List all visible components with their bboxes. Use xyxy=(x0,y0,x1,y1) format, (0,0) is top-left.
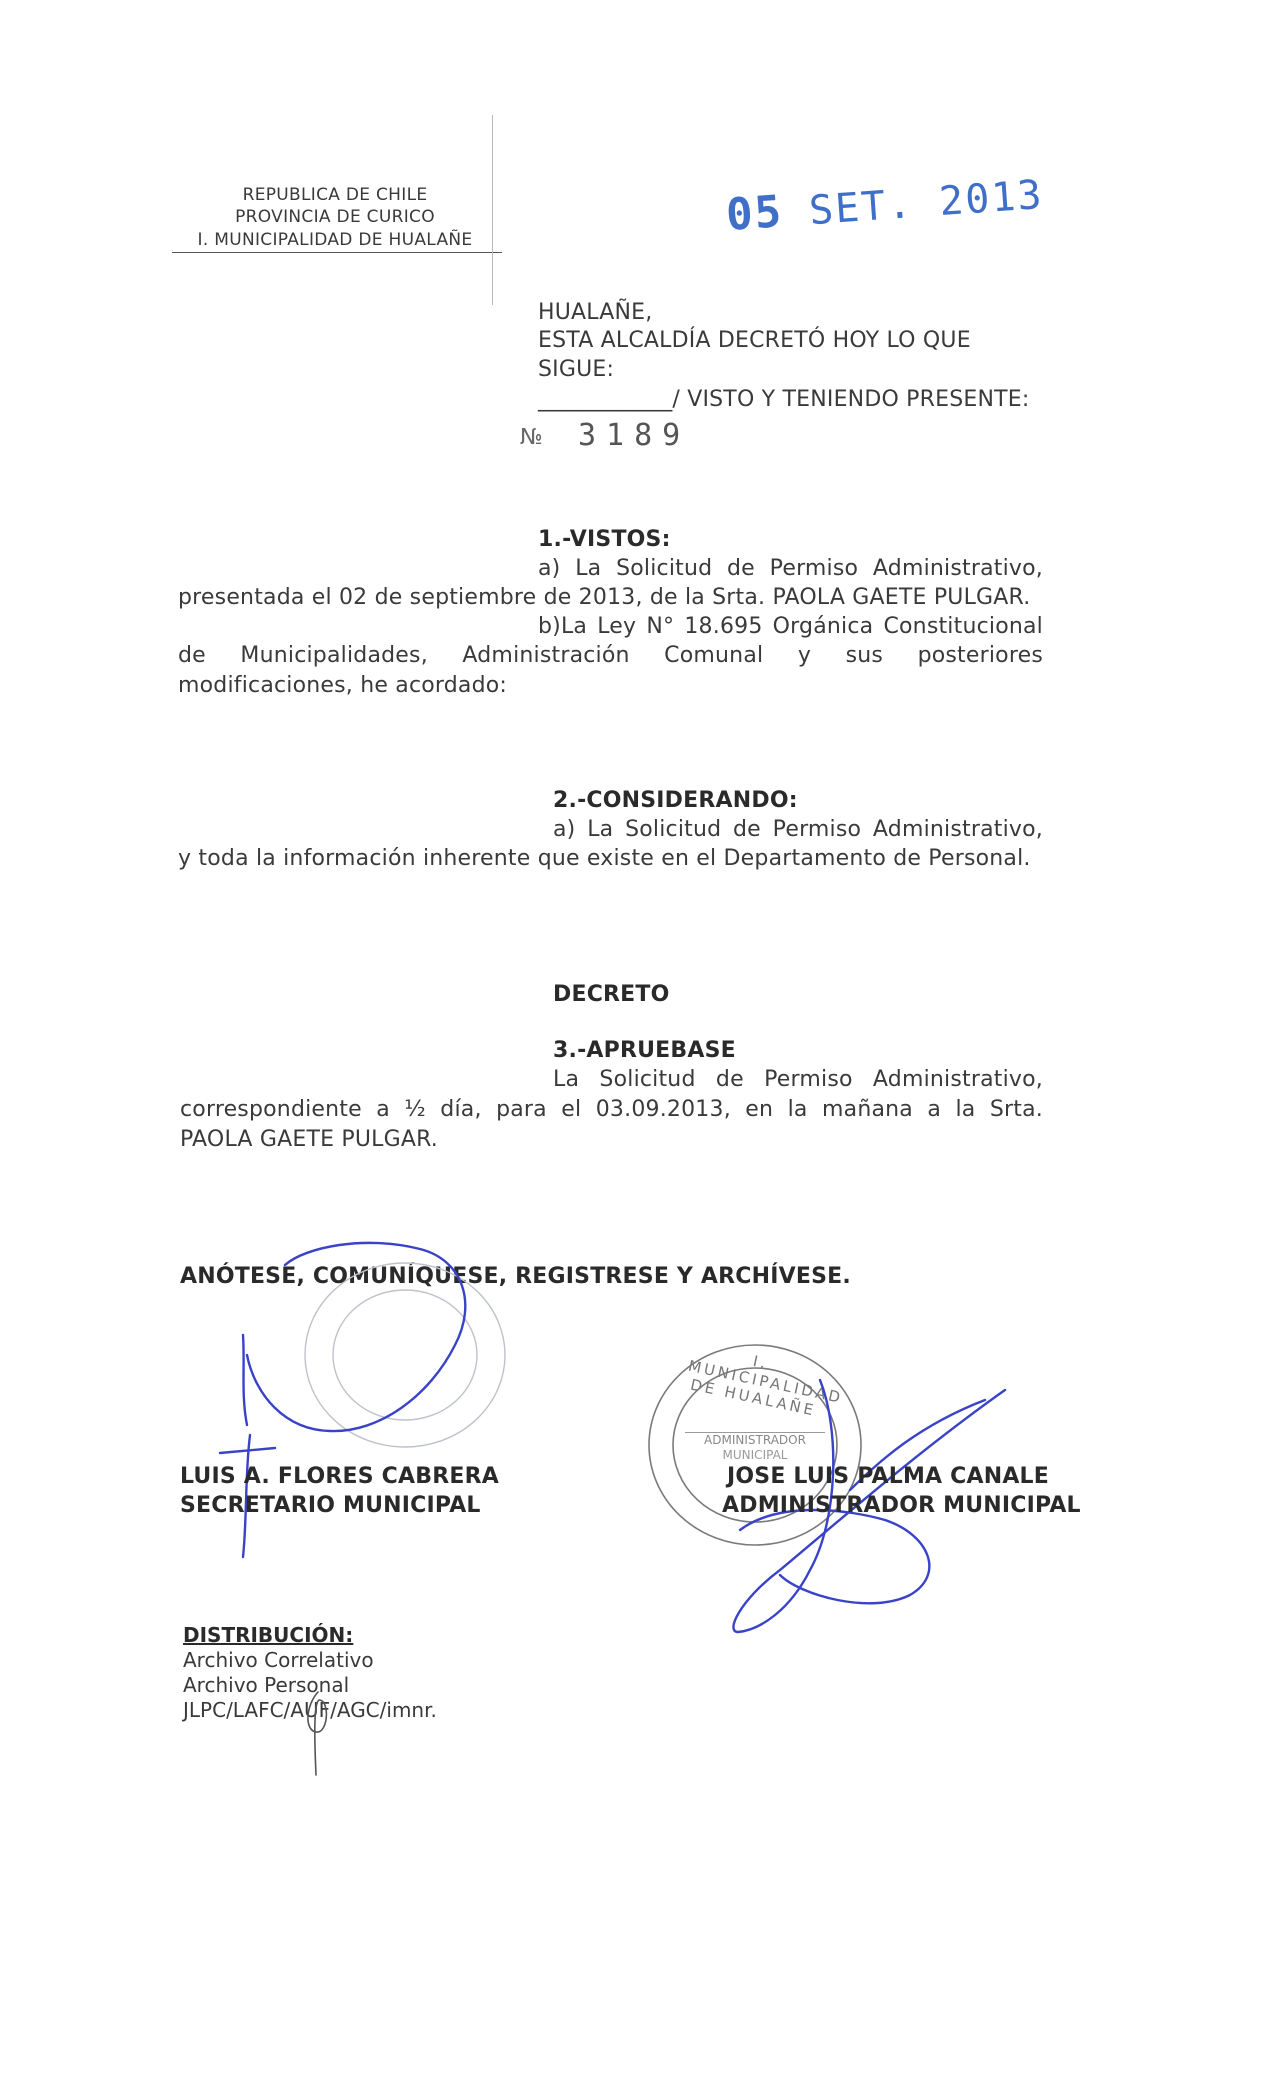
intro-line2: SIGUE: xyxy=(538,357,615,382)
decreto-first: La Solicitud de Permiso Administrativo, xyxy=(553,1067,1043,1092)
visto-line: ____________/ VISTO Y TENIENDO PRESENTE: xyxy=(538,387,1030,412)
initials-mark xyxy=(300,1690,340,1780)
date-stamp-day: 05 xyxy=(724,186,785,241)
vistos-a-first: a) La Solicitud de Permiso Administrativo, xyxy=(538,556,1043,581)
right-signer-title: ADMINISTRADOR MUNICIPAL xyxy=(722,1493,1081,1518)
decreto-last: PAOLA GAETE PULGAR. xyxy=(180,1127,438,1152)
considerando-a-first: a) La Solicitud de Permiso Administrativo, xyxy=(553,817,1043,842)
closing-formula: ANÓTESE, COMUNÍQUESE, REGISTRESE Y ARCHÍVESE. xyxy=(180,1264,851,1289)
vistos-b-first: b)La Ley N° 18.695 Orgánica Constitucional xyxy=(538,614,1043,639)
apruebase-heading: 3.-APRUEBASE xyxy=(553,1038,736,1063)
place: HUALAÑE, xyxy=(538,300,653,325)
vistos-b-mid: de Municipalidades, Administración Comunal y sus posteriores xyxy=(178,643,1043,668)
decreto-heading: DECRETO xyxy=(553,982,670,1007)
decreto-mid: correspondiente a ½ día, para el 03.09.2013, en la mañana a la Srta. xyxy=(180,1097,1043,1122)
date-stamp xyxy=(724,168,1045,241)
vistos-a-rest: presentada el 02 de septiembre de 2013, de la Srta. PAOLA GAETE PULGAR. xyxy=(178,585,1031,610)
distribution-item: Archivo Personal xyxy=(183,1673,350,1697)
header-republic: REPUBLICA DE CHILE xyxy=(242,185,428,205)
header-province: PROVINCIA DE CURICO xyxy=(235,207,435,227)
left-signer-title: SECRETARIO MUNICIPAL xyxy=(180,1493,481,1518)
intro-line1: ESTA ALCALDÍA DECRETÓ HOY LO QUE xyxy=(538,328,971,353)
vistos-heading: 1.-VISTOS: xyxy=(538,527,671,552)
left-signer-name: LUIS A. FLORES CABRERA xyxy=(180,1464,499,1489)
seal-center-line1: ADMINISTRADOR xyxy=(685,1432,825,1447)
seal-arc-text: I. MUNICIPALIDAD DE HUALAÑE xyxy=(686,1352,845,1420)
date-stamp-rest: SET. 2013 xyxy=(807,171,1045,235)
distribution-item: Archivo Correlativo xyxy=(183,1648,374,1672)
vistos-b-last: modificaciones, he acordado: xyxy=(178,673,508,698)
header-municipality: I. MUNICIPALIDAD DE HUALAÑE xyxy=(197,230,473,250)
header-divider xyxy=(492,115,493,305)
considerando-a-rest: y toda la información inherente que existe en el Departamento de Personal. xyxy=(178,846,1031,871)
seal-center-line2: MUNICIPAL xyxy=(722,1448,788,1462)
decree-number: 3189 xyxy=(578,418,691,453)
right-signer-name: JOSE LUIS PALMA CANALE xyxy=(727,1464,1049,1489)
distribution-item: JLPC/LAFC/AUF/AGC/imnr. xyxy=(183,1698,437,1722)
distribution-heading: DISTRIBUCIÓN: xyxy=(183,1623,354,1647)
header-underline xyxy=(172,252,502,253)
considerando-heading: 2.-CONSIDERANDO: xyxy=(553,788,798,813)
number-prefix: № xyxy=(520,425,543,450)
